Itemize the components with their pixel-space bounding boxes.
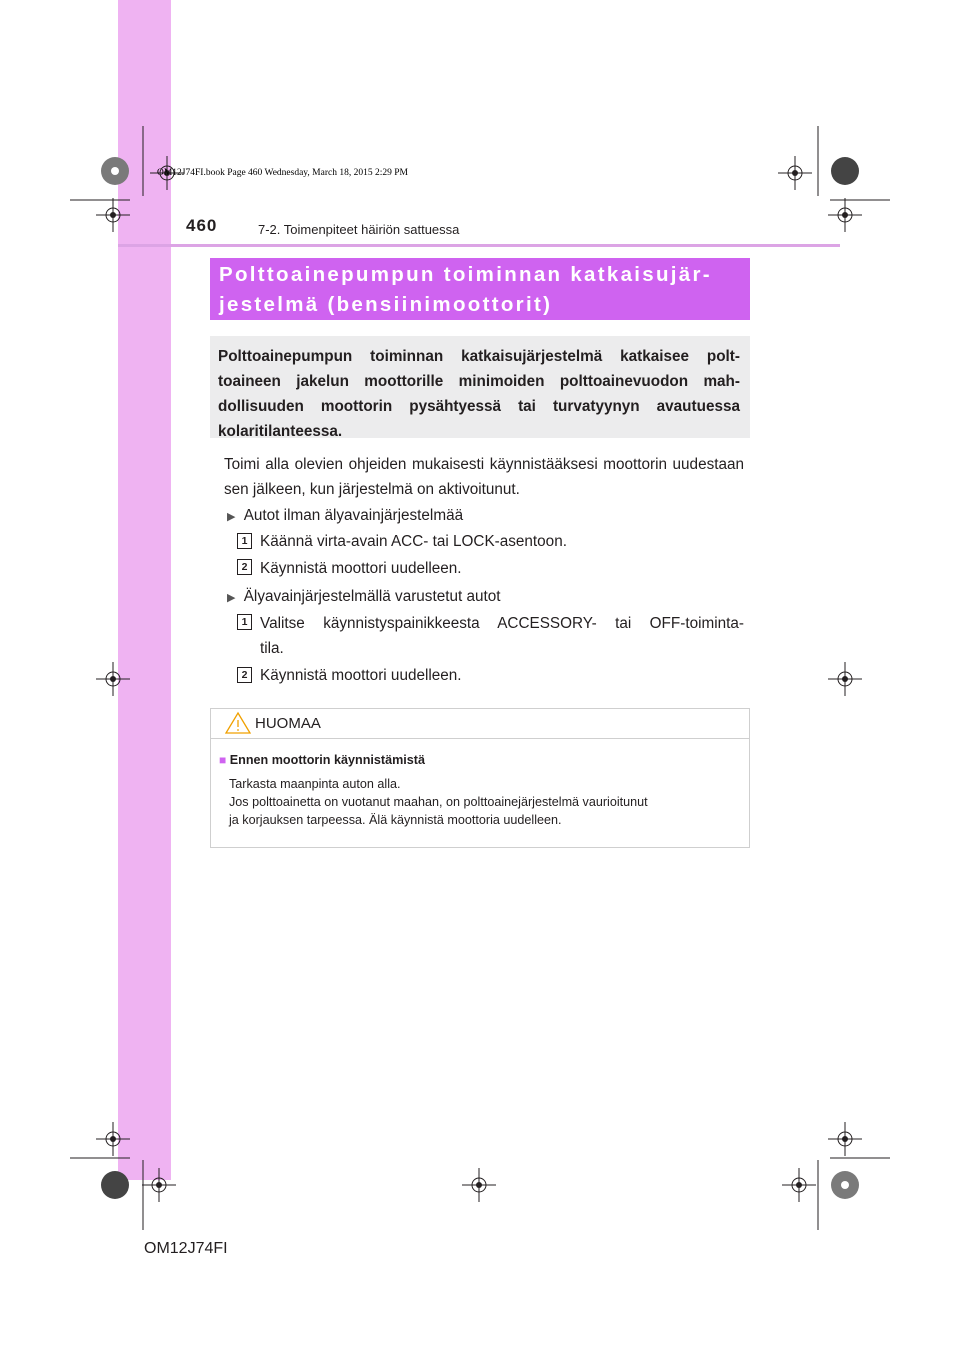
- step-text: Käännä virta-avain ACC- tai LOCK-asentoon.: [260, 533, 567, 550]
- caution-line: ja korjauksen tarpeessa. Älä käynnistä moottoria uudelleen.: [229, 813, 562, 827]
- caution-label: HUOMAA: [255, 715, 321, 732]
- group-heading: [227, 584, 501, 611]
- arrow-bullet-icon: ▶: [227, 511, 236, 523]
- caution-line: Tarkasta maanpinta auton alla.: [229, 777, 401, 791]
- group-heading-text: Älyavainjärjestelmällä varustetut autot: [243, 588, 501, 605]
- step-text: Käynnistä moottori uudelleen.: [260, 667, 462, 684]
- page-number: 460: [186, 216, 218, 235]
- step-text-continued: tila.: [260, 640, 284, 657]
- crosshair-icon: [142, 1168, 176, 1202]
- group-heading: [227, 503, 463, 530]
- starburst-mark-icon: [100, 1170, 130, 1200]
- step-number: 2: [237, 667, 252, 683]
- intro-line: dollisuuden moottorin pysähtyessä tai turvatyynyn avautuessa: [218, 398, 740, 415]
- starburst-mark-icon: [830, 156, 860, 186]
- crosshair-icon: [96, 662, 130, 696]
- crosshair-icon: [782, 1168, 816, 1202]
- title-line-1: Polttoainepumpun toiminnan katkaisujär-: [219, 263, 712, 286]
- square-bullet-icon: ■: [219, 753, 227, 767]
- crosshair-icon: [828, 1122, 862, 1156]
- step-text: Käynnistä moottori uudelleen.: [260, 560, 462, 577]
- caution-item-title: [219, 753, 425, 767]
- crosshair-icon: [96, 1122, 130, 1156]
- crosshair-icon: [778, 156, 812, 190]
- group-heading-text: Autot ilman älyavainjärjestelmää: [243, 507, 464, 524]
- caution-line: Jos polttoainetta on vuotanut maahan, on polttoainejärjestelmä vaurioitunut: [229, 795, 648, 809]
- crosshair-icon: [96, 198, 130, 232]
- crosshair-icon: [462, 1168, 496, 1202]
- title-line-2: jestelmä (bensiinimoottorit): [219, 293, 553, 316]
- intro-line: Polttoainepumpun toiminnan katkaisujärjestelmä katkaisee polt-: [218, 348, 740, 365]
- starburst-mark-icon: [830, 1170, 860, 1200]
- starburst-mark-icon: [100, 156, 130, 186]
- header-rule: [118, 244, 840, 247]
- crosshair-icon: [828, 662, 862, 696]
- arrow-bullet-icon: ▶: [227, 592, 236, 604]
- warning-triangle-icon: [225, 711, 251, 735]
- step-number: 1: [237, 533, 252, 549]
- intro-line: toaineen jakelun moottorille minimoiden polttoainevuodon mah-: [218, 373, 740, 390]
- caution-item-title-text: Ennen moottorin käynnistämistä: [229, 753, 425, 767]
- step-text: Valitse käynnistyspainikkeesta ACCESSORY- tai OFF-toiminta-: [260, 615, 744, 632]
- crosshair-icon: [828, 198, 862, 232]
- intro-box: [210, 336, 750, 438]
- page-title: [210, 258, 750, 320]
- intro-line: kolaritilanteessa.: [218, 423, 343, 440]
- footer-code: OM12J74FI: [144, 1240, 228, 1257]
- caution-text: [229, 775, 744, 829]
- caution-box: [210, 708, 750, 848]
- step-number: 1: [237, 614, 252, 630]
- step-number: 2: [237, 559, 252, 575]
- print-info: OM12J74FI.book Page 460 Wednesday, March 18, 2015 2:29 PM: [157, 168, 408, 178]
- body-paragraph: Toimi alla olevien ohjeiden mukaisesti käynnistääksesi moottorin uudestaan sen jälkeen, kun järjestelmä on aktivoitunut.: [224, 456, 744, 498]
- caution-divider: [211, 738, 749, 739]
- section-title: 7-2. Toimenpiteet häiriön sattuessa: [258, 222, 460, 237]
